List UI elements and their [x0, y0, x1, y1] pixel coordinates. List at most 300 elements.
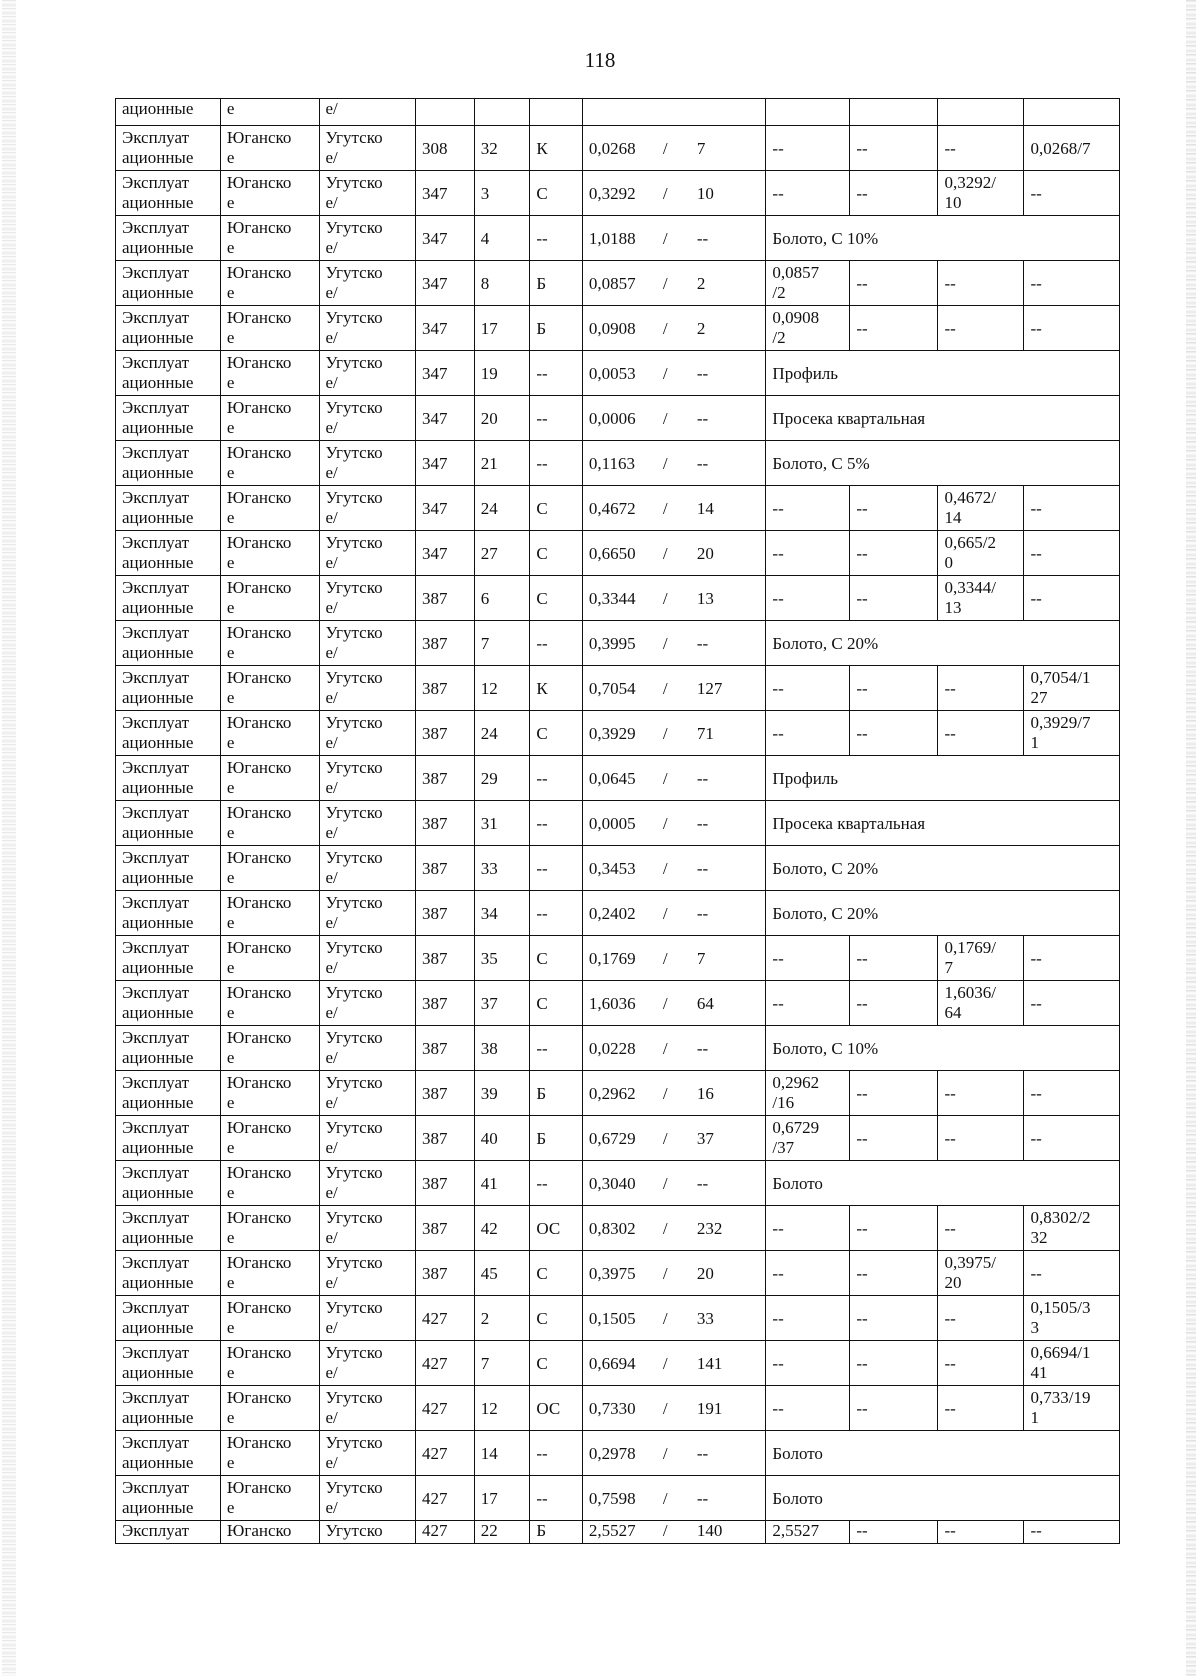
line-2: е: [226, 1363, 235, 1382]
line-1: Угутско: [325, 1478, 383, 1497]
slash-separator: /: [662, 1128, 668, 1148]
line-2: е: [226, 958, 235, 977]
group3-cell: --: [938, 306, 1024, 351]
quarter-cell: 347: [416, 171, 475, 216]
area-volume-cell: [582, 981, 766, 1026]
group-value-line-1: 0,7054/1: [1030, 668, 1091, 687]
forestry-cell: [220, 846, 319, 891]
area-value: 0,7330: [588, 1398, 636, 1418]
line-1: Угутско: [325, 758, 383, 777]
forestry-cell: [220, 711, 319, 756]
table-row: [116, 486, 1120, 531]
volume-value: 10: [696, 183, 714, 203]
group2-cell: --: [850, 711, 938, 756]
group1-cell: 2,5527: [766, 1521, 850, 1544]
quarter-cell: 387: [416, 576, 475, 621]
group-value-line-2: 1: [1030, 733, 1039, 752]
species-cell: С: [530, 1296, 582, 1341]
group2-cell: --: [850, 1521, 938, 1544]
category-cell: [116, 306, 221, 351]
species-cell: К: [530, 126, 582, 171]
slash-separator: /: [662, 1521, 668, 1540]
line-1: Эксплуат: [122, 1388, 189, 1407]
line-2: е: [226, 1138, 235, 1157]
line-2: е/: [325, 193, 338, 212]
quarter-cell: 347: [416, 216, 475, 261]
category-cell: [116, 1431, 221, 1476]
group-value-line-1: 0,0908: [772, 308, 820, 327]
line-2: е: [226, 913, 235, 932]
volume-value: --: [696, 1173, 709, 1193]
vydel-cell: 12: [474, 666, 530, 711]
area-volume-cell: [582, 576, 766, 621]
area-volume-cell: [582, 441, 766, 486]
district-cell: [319, 261, 416, 306]
group4-cell: --: [1024, 576, 1120, 621]
quarter-cell: 427: [416, 1521, 475, 1544]
line-2: е/: [325, 1183, 338, 1202]
group2-cell: --: [850, 936, 938, 981]
area-value: 0,2402: [588, 903, 636, 923]
group4-cell: --: [1024, 1521, 1120, 1544]
line-1: Угутско: [325, 668, 383, 687]
category-cell: [116, 936, 221, 981]
line-1: Эксплуат: [122, 758, 189, 777]
area-volume-cell: [582, 1296, 766, 1341]
species-cell: --: [530, 1026, 582, 1071]
line-2: е/: [325, 1498, 338, 1517]
line-1: Угутско: [325, 443, 383, 462]
line-1: Юганско: [226, 668, 292, 687]
line-2: е/: [325, 283, 338, 302]
line-2: е: [226, 1498, 235, 1517]
line-1: Эксплуат: [122, 1433, 189, 1452]
line-2: ационные: [122, 193, 194, 212]
district-cell: [319, 711, 416, 756]
district-cell: [319, 621, 416, 666]
quarter-cell: 387: [416, 666, 475, 711]
volume-value: --: [696, 1038, 709, 1058]
quarter-cell: 347: [416, 261, 475, 306]
line-2: ационные: [122, 643, 194, 662]
line-2: ационные: [122, 1138, 194, 1157]
line-2: ационные: [122, 508, 194, 527]
quarter-cell: 427: [416, 1296, 475, 1341]
line-1: Угутско: [325, 218, 383, 237]
line-1: Юганско: [226, 848, 292, 867]
area-volume-cell: [582, 1206, 766, 1251]
slash-separator: /: [662, 273, 668, 293]
group-value-line-1: 0,733/19: [1030, 1388, 1091, 1407]
line-1: Эксплуат: [122, 668, 189, 687]
category-cell: [116, 531, 221, 576]
line-1: Эксплуат: [122, 488, 189, 507]
group2-cell: --: [850, 576, 938, 621]
line-2: е: [226, 508, 235, 527]
area-value: 0,3292: [588, 183, 636, 203]
table-row: [116, 1206, 1120, 1251]
species-cell: [530, 99, 582, 126]
slash-separator: /: [662, 633, 668, 653]
volume-value: --: [696, 813, 709, 833]
quarter-cell: 347: [416, 441, 475, 486]
area-value: 0,7598: [588, 1488, 636, 1508]
district-cell: [319, 486, 416, 531]
group2-cell: --: [850, 486, 938, 531]
quarter-cell: 427: [416, 1431, 475, 1476]
category-cell: [116, 711, 221, 756]
group-value-line-2: 0: [944, 553, 953, 572]
forest-plots-table: [115, 98, 1120, 1544]
line-2: ационные: [122, 553, 194, 572]
table-row: [116, 1116, 1120, 1161]
category-cell: [116, 891, 221, 936]
line-1: Эксплуат: [122, 398, 189, 417]
quarter-cell: 387: [416, 621, 475, 666]
quarter-cell: 387: [416, 711, 475, 756]
line-2: ационные: [122, 913, 194, 932]
line-1: Юганско: [226, 173, 292, 192]
line-1: Угутско: [325, 263, 383, 282]
group-value-line-1: 0,3975/: [944, 1253, 996, 1272]
line-1: Эксплуат: [122, 1163, 189, 1182]
area-value: 0,3040: [588, 1173, 636, 1193]
area-volume-cell: [582, 1521, 766, 1544]
forestry-cell: [220, 981, 319, 1026]
line-1: Юганско: [226, 938, 292, 957]
category-cell: [116, 801, 221, 846]
line-2: е/: [325, 328, 338, 347]
quarter-cell: 387: [416, 1206, 475, 1251]
table-row: [116, 396, 1120, 441]
group3-cell: --: [938, 711, 1024, 756]
line-1: Эксплуат: [122, 128, 189, 147]
area-volume-cell: [582, 351, 766, 396]
line-1: Юганско: [226, 578, 292, 597]
vydel-cell: 21: [474, 441, 530, 486]
line-1: Угутско: [325, 1208, 383, 1227]
area-value: 0,0268: [588, 138, 636, 158]
volume-value: 141: [696, 1353, 723, 1373]
line-2: ационные: [122, 1408, 194, 1427]
quarter-cell: 387: [416, 1026, 475, 1071]
category-cell: [116, 576, 221, 621]
slash-separator: /: [662, 453, 668, 473]
volume-value: --: [696, 408, 709, 428]
forestry-cell: [220, 396, 319, 441]
vydel-cell: 2: [474, 1296, 530, 1341]
forestry-cell: [220, 1296, 319, 1341]
line-2: ационные: [122, 733, 194, 752]
line-1: Угутско: [325, 1433, 383, 1452]
quarter-cell: 347: [416, 531, 475, 576]
group1-cell: --: [766, 171, 850, 216]
vydel-cell: 37: [474, 981, 530, 1026]
line-2: е/: [325, 1093, 338, 1112]
area-volume-cell: [582, 216, 766, 261]
page-number: 118: [584, 48, 616, 72]
line-1: Эксплуат: [122, 1118, 189, 1137]
group1-cell: --: [766, 1341, 850, 1386]
line-1: Юганско: [226, 758, 292, 777]
group-value-line-1: 0,665/2: [944, 533, 996, 552]
line-2: ационные: [122, 598, 194, 617]
quarter-cell: 347: [416, 486, 475, 531]
group3-cell: --: [938, 1521, 1024, 1544]
district-cell: [319, 1071, 416, 1116]
group4-cell: [1024, 1206, 1120, 1251]
line-2: ационные: [122, 463, 194, 482]
species-cell: Б: [530, 261, 582, 306]
group2-cell: --: [850, 666, 938, 711]
quarter-cell: 427: [416, 1341, 475, 1386]
line-1: Юганско: [226, 308, 292, 327]
forestry-cell: [220, 621, 319, 666]
category-cell: [116, 441, 221, 486]
forestry-cell: [220, 666, 319, 711]
volume-value: --: [696, 858, 709, 878]
volume-value: 20: [696, 543, 714, 563]
line-1: Юганско: [226, 218, 292, 237]
area-volume-cell: [582, 1431, 766, 1476]
category-cell: [116, 666, 221, 711]
area-volume-cell: [582, 486, 766, 531]
area-value: 0,0645: [588, 768, 636, 788]
group-value-line-1: 1,6036/: [944, 983, 996, 1002]
group-value-line-1: 0,1505/3: [1030, 1298, 1091, 1317]
line-2: е: [226, 193, 235, 212]
table-row: [116, 1296, 1120, 1341]
group-value-line-1: 0,3344/: [944, 578, 996, 597]
area-volume-cell: [582, 1341, 766, 1386]
line-2: е/: [325, 1003, 338, 1022]
line-1: Угутско: [325, 713, 383, 732]
group2-cell: --: [850, 1206, 938, 1251]
slash-separator: /: [662, 408, 668, 428]
line-1: Угутско: [325, 983, 383, 1002]
line-1: Угутско: [325, 353, 383, 372]
line-1: Эксплуат: [122, 173, 189, 192]
category-cell: [116, 216, 221, 261]
group1-cell: --: [766, 576, 850, 621]
group-value-line-2: 13: [944, 598, 962, 617]
slash-separator: /: [662, 1263, 668, 1283]
quarter-cell: 387: [416, 981, 475, 1026]
forestry-cell: [220, 306, 319, 351]
forestry-cell: [220, 1476, 319, 1521]
group1-cell: --: [766, 936, 850, 981]
quarter-cell: 387: [416, 936, 475, 981]
category-cell: [116, 1161, 221, 1206]
group3-cell: [938, 171, 1024, 216]
district-cell: [319, 1431, 416, 1476]
category-cell: [116, 396, 221, 441]
line-1: Эксплуат: [122, 1253, 189, 1272]
category-cell: [116, 1251, 221, 1296]
district-cell: [319, 1386, 416, 1431]
line-1: Эксплуат: [122, 803, 189, 822]
line-1: Эксплуат: [122, 623, 189, 642]
species-cell: Б: [530, 1521, 582, 1544]
area-volume-cell: [582, 126, 766, 171]
area-value: 0,3975: [588, 1263, 636, 1283]
district-cell: [319, 1341, 416, 1386]
volume-value: 191: [696, 1398, 723, 1418]
line-2: ационные: [122, 958, 194, 977]
forestry-cell: [220, 441, 319, 486]
species-cell: С: [530, 486, 582, 531]
category-cell: [116, 1341, 221, 1386]
line-2: ационные: [122, 1498, 194, 1517]
volume-value: 2: [696, 318, 706, 338]
line-1: Юганско: [226, 353, 292, 372]
forestry-cell: [220, 1431, 319, 1476]
forestry-cell: [220, 261, 319, 306]
line-2: ационные: [122, 1183, 194, 1202]
vydel-cell: 22: [474, 1521, 530, 1544]
area-value: 0,8302: [588, 1218, 636, 1238]
group1-cell: --: [766, 486, 850, 531]
volume-value: --: [696, 228, 709, 248]
district-cell: [319, 126, 416, 171]
group2-cell: --: [850, 1341, 938, 1386]
forestry-cell: [220, 576, 319, 621]
species-cell: С: [530, 711, 582, 756]
quarter-cell: 347: [416, 351, 475, 396]
group1-cell: --: [766, 1386, 850, 1431]
category-cell: [116, 621, 221, 666]
slash-separator: /: [662, 993, 668, 1013]
group1-cell: --: [766, 1296, 850, 1341]
area-cell: [582, 99, 766, 126]
species-cell: Б: [530, 1116, 582, 1161]
line-2: ационные: [122, 1363, 194, 1382]
slash-separator: /: [662, 678, 668, 698]
table-row: [116, 576, 1120, 621]
quarter-cell: 387: [416, 1161, 475, 1206]
group4-cell: --: [1024, 1071, 1120, 1116]
line-1: Эксплуат: [122, 353, 189, 372]
line-1: Эксплуат: [122, 1343, 189, 1362]
vydel-cell: 39: [474, 1071, 530, 1116]
volume-value: --: [696, 903, 709, 923]
group3-cell: [938, 531, 1024, 576]
vydel-cell: 31: [474, 801, 530, 846]
area-value: 0,4672: [588, 498, 636, 518]
table-row: [116, 936, 1120, 981]
group3-cell: [938, 99, 1024, 126]
table-row: [116, 531, 1120, 576]
land-note-cell: Болото: [766, 1431, 1120, 1476]
group-value-line-1: 0,4672/: [944, 488, 996, 507]
group3-cell: --: [938, 126, 1024, 171]
vydel-cell: 32: [474, 126, 530, 171]
line-2: е/: [325, 643, 338, 662]
table-row-continued: [116, 99, 1120, 126]
line-1: Эксплуат: [122, 578, 189, 597]
district-cell: [319, 1026, 416, 1071]
line-2: ационные: [122, 1003, 194, 1022]
vydel-cell: 7: [474, 621, 530, 666]
category-cell: Эксплуат: [116, 1521, 221, 1544]
volume-value: --: [696, 1443, 709, 1463]
slash-separator: /: [662, 228, 668, 248]
forestry-cell: [220, 1386, 319, 1431]
table-row: [116, 756, 1120, 801]
line-2: е: [226, 778, 235, 797]
line-2: е/: [325, 1453, 338, 1472]
category-cell: [116, 756, 221, 801]
group3-cell: --: [938, 1071, 1024, 1116]
line-2: ационные: [122, 283, 194, 302]
area-value: 1,0188: [588, 228, 636, 248]
line-1: Угутско: [325, 1028, 383, 1047]
vydel-cell: 29: [474, 756, 530, 801]
line-2: е/: [325, 868, 338, 887]
line-2: е/: [325, 778, 338, 797]
line-1: Эксплуат: [122, 713, 189, 732]
group1-cell: --: [766, 711, 850, 756]
table-row: [116, 666, 1120, 711]
group1-cell: --: [766, 981, 850, 1026]
line-2: е: [226, 1093, 235, 1112]
line-1: Эксплуат: [122, 1208, 189, 1227]
category-cell: [116, 1476, 221, 1521]
slash-separator: /: [662, 588, 668, 608]
land-note-cell: Болото, С 5%: [766, 441, 1120, 486]
slash-separator: /: [662, 1308, 668, 1328]
area-volume-cell: [582, 936, 766, 981]
line-2: е: [226, 553, 235, 572]
vydel-cell: 3: [474, 171, 530, 216]
volume-value: 127: [696, 678, 723, 698]
slash-separator: /: [662, 1218, 668, 1238]
group-value-line-1: 0,0857: [772, 263, 820, 282]
category-cell: [116, 1116, 221, 1161]
line-2: е: [226, 598, 235, 617]
line-2: е: [226, 373, 235, 392]
vydel-cell: 24: [474, 486, 530, 531]
line-2: е/: [325, 508, 338, 527]
species-cell: С: [530, 171, 582, 216]
land-note-cell: Профиль: [766, 351, 1120, 396]
line-1: Угутско: [325, 623, 383, 642]
volume-value: 232: [696, 1218, 723, 1238]
group-value-line-2: /37: [772, 1138, 795, 1157]
vydel-cell: 7: [474, 1341, 530, 1386]
line-2: ационные: [122, 1093, 194, 1112]
line-2: е/: [325, 823, 338, 842]
line-2: ационные: [122, 1048, 194, 1067]
quarter-cell: 347: [416, 306, 475, 351]
slash-separator: /: [662, 138, 668, 158]
group-value-line-2: /16: [772, 1093, 795, 1112]
species-cell: --: [530, 351, 582, 396]
group-value-line-2: /2: [772, 328, 786, 347]
line-2: ационные: [122, 688, 194, 707]
line-1: Юганско: [226, 893, 292, 912]
area-value: 0,0053: [588, 363, 636, 383]
slash-separator: /: [662, 858, 668, 878]
line-1: Юганско: [226, 1163, 292, 1182]
district-cell: [319, 1296, 416, 1341]
district-cell: [319, 1251, 416, 1296]
group2-cell: --: [850, 306, 938, 351]
group4-cell: [1024, 666, 1120, 711]
line-2: е/: [325, 598, 338, 617]
line-1: Эксплуат: [122, 533, 189, 552]
category-cell: [116, 351, 221, 396]
